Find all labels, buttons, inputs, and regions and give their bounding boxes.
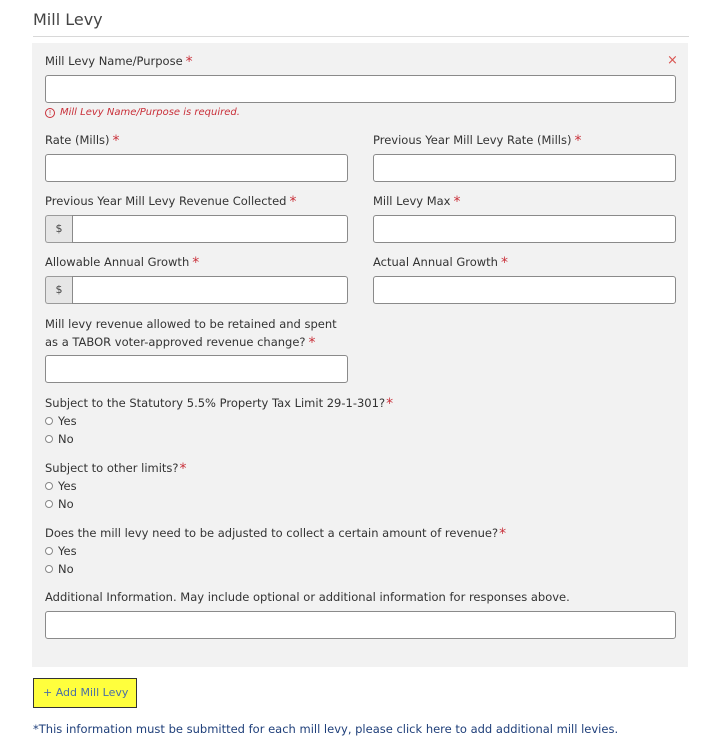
statutory-no-option[interactable] bbox=[45, 432, 74, 446]
allowable-growth-label bbox=[45, 254, 199, 270]
prev-revenue-input[interactable] bbox=[72, 215, 348, 243]
allowable-growth-label-text: Allowable Annual Growth bbox=[45, 255, 190, 269]
prev-rate-label-text: Previous Year Mill Levy Rate (Mills) bbox=[373, 133, 572, 147]
prev-rate-label bbox=[373, 132, 581, 148]
other-limits-label bbox=[45, 460, 187, 476]
actual-growth-input[interactable] bbox=[373, 276, 676, 304]
other-limits-yes-option[interactable] bbox=[45, 479, 77, 493]
required-mark: * bbox=[574, 133, 582, 149]
statutory-yes-option[interactable] bbox=[45, 414, 77, 428]
adjusted-label-text: Does the mill levy need to be adjusted to collect a certain amount of revenue? bbox=[45, 526, 499, 540]
actual-growth-label bbox=[373, 254, 508, 270]
radio-circle[interactable] bbox=[45, 435, 53, 443]
radio-circle[interactable] bbox=[45, 417, 53, 425]
required-mark: * bbox=[308, 335, 316, 351]
prev-revenue-label bbox=[45, 193, 296, 209]
required-mark: * bbox=[386, 396, 394, 412]
option-label: No bbox=[58, 432, 74, 446]
rate-input[interactable] bbox=[45, 154, 348, 182]
currency-addon: $ bbox=[45, 276, 72, 304]
tabor-label-line1: Mill levy revenue allowed to be retained and spent bbox=[45, 317, 337, 331]
other-limits-no-option[interactable] bbox=[45, 497, 74, 511]
allowable-growth-input[interactable] bbox=[72, 276, 348, 304]
currency-addon: $ bbox=[45, 215, 72, 243]
footer-note-link[interactable]: *This information must be submitted for each mill levy, please click here to add additional mill levies. bbox=[33, 722, 619, 736]
required-mark: * bbox=[179, 461, 187, 477]
required-mark: * bbox=[289, 194, 297, 210]
section-title: Mill Levy bbox=[33, 10, 103, 29]
rate-label bbox=[45, 132, 120, 148]
add-mill-levy-button[interactable]: + Add Mill Levy bbox=[33, 678, 137, 708]
radio-circle[interactable] bbox=[45, 565, 53, 573]
adjusted-yes-option[interactable] bbox=[45, 544, 77, 558]
tabor-label-line2-text: as a TABOR voter-approved revenue change? bbox=[45, 335, 306, 349]
required-mark: * bbox=[499, 526, 507, 542]
name-error-message bbox=[45, 107, 240, 118]
section-divider bbox=[33, 36, 689, 37]
prev-revenue-label-text: Previous Year Mill Levy Revenue Collected bbox=[45, 194, 287, 208]
name-label bbox=[45, 53, 193, 69]
option-label: Yes bbox=[58, 479, 77, 493]
required-mark: * bbox=[453, 194, 461, 210]
statutory-label-text: Subject to the Statutory 5.5% Property Tax Limit 29-1-301? bbox=[45, 396, 386, 410]
max-input[interactable] bbox=[373, 215, 676, 243]
required-mark: * bbox=[500, 255, 508, 271]
option-label: No bbox=[58, 497, 74, 511]
name-error-text: Mill Levy Name/Purpose is required. bbox=[60, 107, 240, 118]
additional-info-label: Additional Information. May include optional or additional information for responses above. bbox=[45, 590, 570, 604]
rate-label-text: Rate (Mills) bbox=[45, 133, 110, 147]
other-limits-label-text: Subject to other limits? bbox=[45, 461, 179, 475]
radio-circle[interactable] bbox=[45, 547, 53, 555]
max-label-text: Mill Levy Max bbox=[373, 194, 451, 208]
max-label bbox=[373, 193, 461, 209]
tabor-label-line2 bbox=[45, 334, 316, 350]
required-mark: * bbox=[185, 54, 193, 70]
name-input[interactable] bbox=[45, 75, 676, 103]
option-label: Yes bbox=[58, 414, 77, 428]
additional-info-input[interactable] bbox=[45, 611, 676, 639]
adjusted-no-option[interactable] bbox=[45, 562, 74, 576]
prev-rate-input[interactable] bbox=[373, 154, 676, 182]
name-label-text: Mill Levy Name/Purpose bbox=[45, 54, 183, 68]
required-mark: * bbox=[112, 133, 120, 149]
required-mark: * bbox=[192, 255, 200, 271]
adjusted-label bbox=[45, 525, 506, 541]
option-label: No bbox=[58, 562, 74, 576]
radio-circle[interactable] bbox=[45, 500, 53, 508]
error-icon: ! bbox=[45, 108, 55, 118]
actual-growth-label-text: Actual Annual Growth bbox=[373, 255, 498, 269]
option-label: Yes bbox=[58, 544, 77, 558]
statutory-label bbox=[45, 395, 393, 411]
tabor-input[interactable] bbox=[45, 355, 348, 383]
radio-circle[interactable] bbox=[45, 482, 53, 490]
remove-levy-icon[interactable]: × bbox=[667, 53, 678, 68]
